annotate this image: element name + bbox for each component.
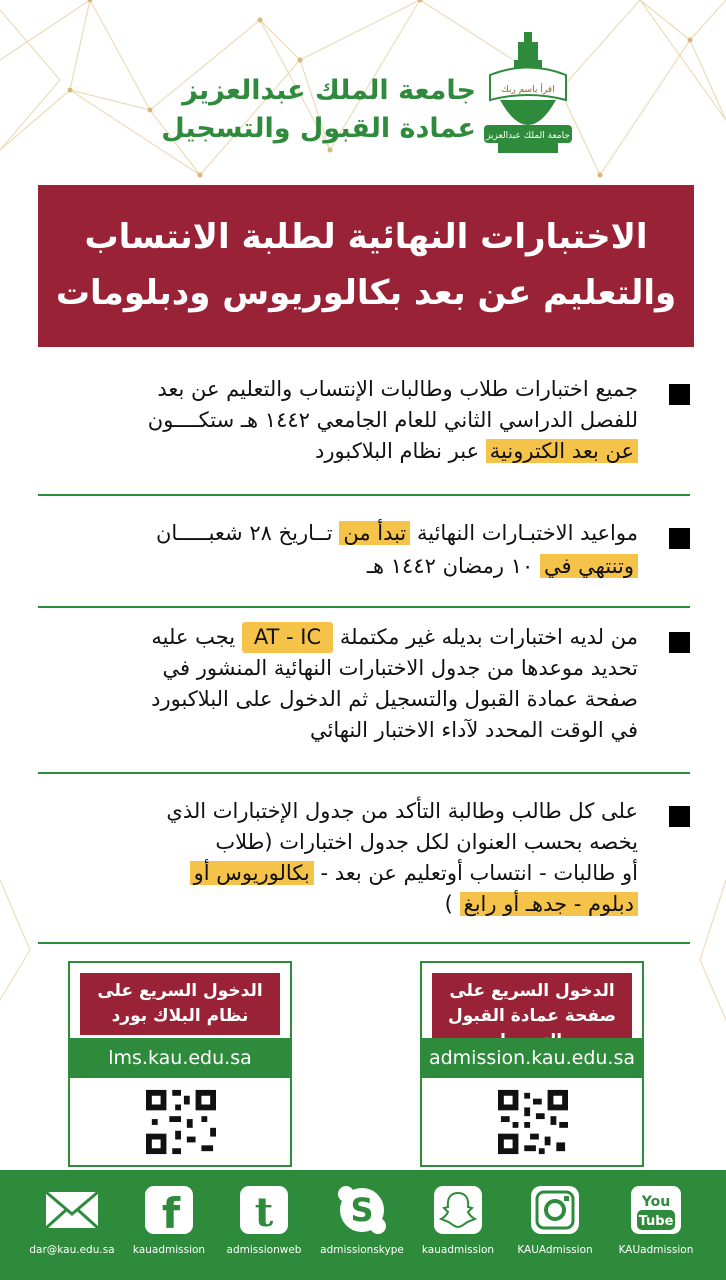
notice-1-highlight: عن بعد الكترونية: [486, 439, 638, 463]
notice-4-line-3: أو طالبات - انتساب أوتعليم عن بعد -: [320, 861, 638, 885]
notice-3-pre: من لديه اختبارات بديله غير مكتملة: [339, 625, 638, 649]
instagram-caption: KAUAdmission: [517, 1244, 593, 1256]
notice-2-pre: مواعيد الاختبـارات النهائية: [416, 521, 638, 545]
bullet-square-icon: [669, 384, 690, 405]
header: [0, 0, 726, 175]
skype-caption: admissionskype: [320, 1244, 404, 1256]
notice-1-line-2: للفصل الدراسي الثاني للعام الجامعي ١٤٤٢ هـ ستكــــون: [147, 408, 638, 432]
skype-icon: [334, 1184, 390, 1236]
youtube-link[interactable]: [612, 1184, 700, 1256]
email-link[interactable]: [28, 1184, 116, 1256]
social-footer: [0, 1170, 726, 1280]
notice-item-2: [38, 518, 690, 582]
notice-3-post: يجب عليه: [151, 625, 236, 649]
svg-text:S: S: [350, 1191, 374, 1229]
email-caption: dar@kau.edu.sa: [29, 1244, 115, 1256]
twitter-caption: admissionweb: [226, 1244, 302, 1256]
logo-bottom-text: جامعة الملك عبدالعزيز: [486, 131, 570, 141]
twitter-link[interactable]: [220, 1184, 308, 1256]
title-line-2: والتعليم عن بعد بكالوريوس ودبلومات: [55, 273, 677, 313]
notice-item-4: [38, 796, 690, 920]
svg-text:Tube: Tube: [638, 1214, 674, 1229]
main-title: [38, 185, 694, 347]
notice-3-line-4: في الوقت المحدد لآداء الاختبار النهائي: [309, 718, 638, 742]
instagram-icon: [527, 1184, 583, 1236]
deanship-name: عمادة القبول والتسجيل: [161, 113, 476, 144]
facebook-link[interactable]: [125, 1184, 213, 1256]
divider: [38, 606, 690, 608]
blackboard-card-label: الدخول السريع على نظام البلاك بورد: [80, 973, 280, 1035]
notice-item-1: [38, 374, 690, 467]
bullet-square-icon: [669, 806, 690, 827]
university-name: جامعة الملك عبدالعزيز: [182, 75, 476, 106]
snapchat-link[interactable]: [414, 1184, 502, 1256]
incomplete-grade-badge: AT - IC: [242, 622, 333, 653]
instagram-link[interactable]: [511, 1184, 599, 1256]
svg-text:You: You: [641, 1194, 671, 1210]
university-title: [161, 72, 476, 148]
notice-item-3: [38, 622, 690, 746]
snapchat-caption: kauadmission: [421, 1244, 495, 1256]
facebook-icon: [141, 1184, 197, 1236]
notice-3-line-3: صفحة عمادة القبول والتسجيل ثم الدخول على البلاكبورد: [151, 687, 638, 711]
notice-4-line-2: يخصه بحسب العنوان لكل جدول اختبارات (طلاب: [215, 830, 638, 854]
blackboard-qr-code[interactable]: [142, 1087, 220, 1157]
snapchat-icon: [430, 1184, 486, 1236]
notice-2-highlight-end: وتنتهي في: [540, 554, 638, 578]
title-line-1: الاختبارات النهائية لطلبة الانتساب: [84, 217, 648, 257]
facebook-caption: kauadmission: [132, 1244, 206, 1256]
bullet-square-icon: [669, 528, 690, 549]
notice-2-post: تــاريخ ٢٨ شعبـــــان: [155, 521, 333, 545]
notice-1-tail: عبر نظام البلاكبورد: [315, 439, 480, 463]
admission-url-link[interactable]: admission.kau.edu.sa: [422, 1038, 642, 1078]
mail-icon: [44, 1184, 100, 1236]
notice-3-line-2: تحديد موعدها من جدول الاختبارات النهائية المنشور في: [162, 656, 638, 680]
divider: [38, 494, 690, 496]
skype-link[interactable]: [318, 1184, 406, 1256]
admission-card-label: الدخول السريع على صفحة عمادة القبول: [432, 973, 632, 1060]
svg-text:t: t: [254, 1189, 274, 1236]
notice-2-tail: ١٠ رمضان ١٤٤٢ هـ: [366, 554, 534, 578]
kau-logo: [480, 30, 576, 165]
notice-1-line-1: جميع اختبارات طلاب وطالبات الإنتساب والتعليم عن بعد: [157, 377, 638, 401]
blackboard-card[interactable]: [68, 961, 292, 1167]
svg-text:f: f: [161, 1189, 181, 1236]
admission-card[interactable]: [420, 961, 644, 1167]
blackboard-url-link[interactable]: lms.kau.edu.sa: [70, 1038, 290, 1078]
youtube-caption: KAUadmission: [618, 1244, 694, 1256]
divider: [38, 942, 690, 944]
notice-4-tail: ): [444, 892, 453, 916]
twitter-icon: [236, 1184, 292, 1236]
youtube-icon: [628, 1184, 684, 1236]
notice-4-line-1: على كل طالب وطالبة التأكد من جدول الإختبارات الذي: [166, 799, 638, 823]
notice-4-highlight-location: دبلوم - جدهـ أو رابغ: [460, 892, 638, 916]
logo-top-text: اقرأ باسم ربك: [501, 85, 555, 95]
admission-qr-code[interactable]: [494, 1087, 572, 1157]
bullet-square-icon: [669, 632, 690, 653]
notice-4-highlight-degree: بكالوريوس أو: [190, 861, 314, 885]
notice-2-highlight-start: تبدأ من: [339, 521, 410, 545]
divider: [38, 772, 690, 774]
